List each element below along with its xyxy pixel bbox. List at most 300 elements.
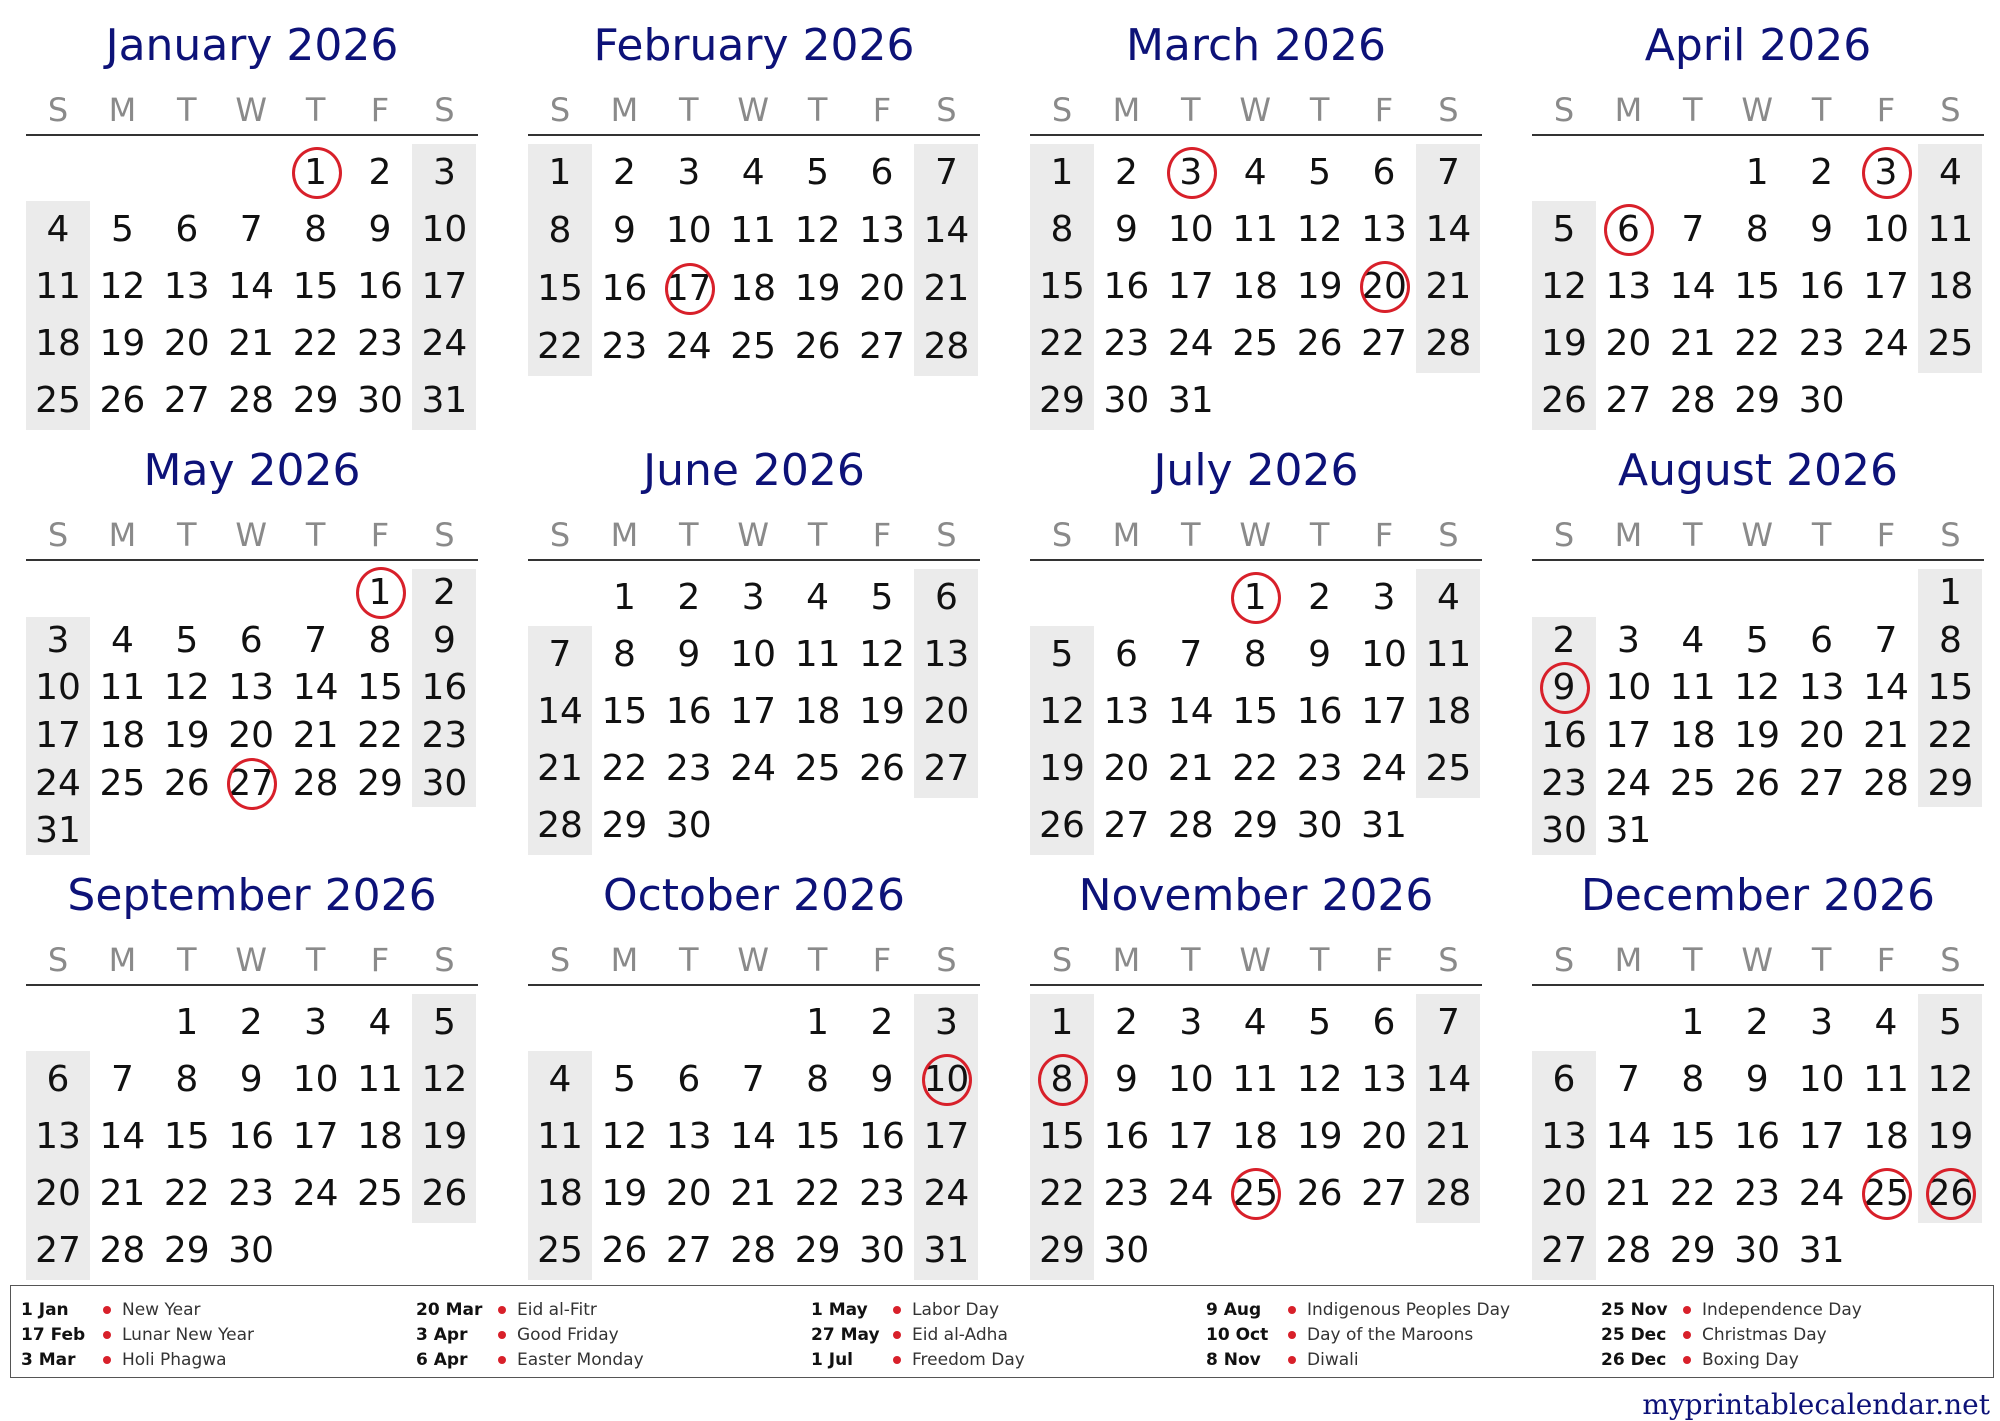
date-number: 27	[1798, 762, 1845, 804]
month-may	[26, 435, 478, 855]
date-number: 25	[99, 762, 146, 804]
calendar-date	[1223, 1003, 1287, 1043]
legend-date: 25 Nov	[1601, 1300, 1668, 1320]
calendar-date	[219, 324, 283, 364]
calendar-date	[348, 668, 412, 708]
calendar-date	[1416, 153, 1480, 193]
date-number: 9	[1552, 667, 1576, 709]
legend-column	[811, 1298, 1191, 1373]
calendar-date	[592, 749, 656, 789]
date-number: 27	[859, 326, 905, 367]
date-number: 26	[1296, 323, 1343, 365]
date-number: 29	[601, 805, 648, 847]
calendar-date	[90, 267, 154, 307]
legend-date: 20 Mar	[416, 1300, 483, 1320]
date-number: 18	[35, 323, 81, 365]
calendar-date	[1094, 1060, 1158, 1100]
calendar-date	[412, 381, 476, 421]
weekday-header	[1532, 517, 1984, 553]
calendar-date	[786, 749, 850, 789]
calendar-date	[657, 1117, 721, 1157]
date-number: 19	[601, 1173, 648, 1215]
calendar-date	[1790, 668, 1854, 708]
date-number: 22	[1669, 1173, 1716, 1215]
calendar-date	[284, 210, 348, 250]
date-number: 1	[1745, 151, 1769, 193]
month-september	[26, 860, 478, 1280]
date-number: 14	[228, 266, 275, 307]
calendar-date	[219, 621, 283, 661]
holiday-circle-marker	[1167, 147, 1217, 199]
legend-holiday-name: Boxing Day	[1702, 1350, 1799, 1370]
legend-holiday-name: Lunar New Year	[122, 1325, 255, 1345]
date-number: 30	[665, 805, 712, 847]
calendar-date	[1159, 749, 1223, 789]
date-number: 2	[677, 576, 701, 618]
date-number: 23	[601, 326, 648, 367]
date-number: 5	[175, 619, 199, 661]
date-number: 21	[292, 714, 339, 756]
calendar-date	[1094, 1003, 1158, 1043]
calendar-date	[1030, 1003, 1094, 1043]
calendar-date	[1532, 210, 1596, 250]
holiday-circle-marker	[1862, 1168, 1912, 1220]
date-number: 11	[1425, 633, 1472, 675]
date-number: 20	[1605, 323, 1652, 365]
calendar-date	[1532, 381, 1596, 421]
month-title: June 2026	[643, 445, 865, 496]
weekday-tuesday: T	[679, 516, 699, 554]
weekday-header	[1030, 942, 1482, 978]
weekday-wednesday: W	[1741, 91, 1773, 129]
calendar-date	[155, 621, 219, 661]
date-number: 6	[677, 1058, 701, 1100]
date-number: 23	[1541, 762, 1587, 804]
calendar-date	[155, 1231, 219, 1271]
weekday-saturday: S	[434, 516, 455, 554]
weekday-monday: M	[1112, 941, 1141, 979]
calendar-date	[1223, 1117, 1287, 1157]
calendar-date	[1532, 1060, 1596, 1100]
calendar-date	[1223, 267, 1287, 307]
legend-date: 10 Oct	[1206, 1325, 1269, 1345]
calendar-date	[219, 1060, 283, 1100]
calendar-date	[592, 1117, 656, 1157]
calendar-date	[348, 1117, 412, 1157]
weekday-header	[1532, 942, 1984, 978]
calendar-date	[914, 1231, 978, 1271]
date-number: 13	[665, 1116, 712, 1157]
calendar-date	[528, 211, 592, 251]
date-number: 20	[1541, 1173, 1587, 1215]
date-number: 28	[228, 380, 275, 422]
date-number: 4	[741, 152, 765, 193]
date-number: 17	[665, 268, 712, 309]
date-number: 5	[1745, 619, 1769, 661]
date-number: 24	[35, 762, 81, 804]
weekday-sunday: S	[47, 91, 69, 129]
date-number: 3	[304, 1001, 328, 1043]
calendar-date	[850, 1174, 914, 1214]
month-april	[1532, 10, 1984, 430]
weekday-friday: F	[872, 941, 892, 979]
calendar-date	[26, 1117, 90, 1157]
date-number: 31	[1798, 1230, 1845, 1272]
calendar-date	[1790, 1060, 1854, 1100]
calendar-date	[1790, 324, 1854, 364]
calendar-date	[528, 1117, 592, 1157]
calendar-date	[721, 153, 785, 193]
calendar-date	[1918, 267, 1982, 307]
calendar-date	[1532, 716, 1596, 756]
date-number: 7	[239, 208, 263, 250]
date-number: 12	[99, 266, 146, 307]
date-number: 31	[35, 810, 81, 852]
bullet-dot-icon	[1683, 1356, 1691, 1364]
calendar-date	[1790, 1231, 1854, 1271]
date-number: 9	[677, 633, 701, 675]
date-number: 21	[923, 268, 970, 309]
legend-holiday-name: Good Friday	[517, 1325, 619, 1345]
calendar-date	[1288, 1060, 1352, 1100]
date-number: 28	[1425, 1173, 1472, 1215]
calendar-date	[1094, 749, 1158, 789]
date-number: 26	[859, 748, 905, 790]
calendar-date	[592, 806, 656, 846]
calendar-date	[1790, 210, 1854, 250]
weekday-friday: F	[1374, 91, 1394, 129]
header-divider	[1532, 984, 1984, 986]
date-number: 30	[1798, 380, 1845, 422]
calendar-date	[284, 1003, 348, 1043]
date-number: 6	[175, 208, 199, 250]
weekday-header	[528, 92, 980, 128]
date-number: 4	[1681, 619, 1705, 661]
calendar-date	[657, 211, 721, 251]
calendar-date	[786, 327, 850, 367]
date-number: 10	[1167, 1058, 1214, 1100]
weekday-monday: M	[610, 941, 639, 979]
calendar-date	[1661, 1174, 1725, 1214]
date-number: 20	[228, 714, 275, 756]
weekday-tuesday: T	[177, 516, 197, 554]
date-number: 29	[1669, 1230, 1716, 1272]
date-number: 4	[1436, 576, 1460, 618]
legend-date: 3 Mar	[21, 1350, 76, 1370]
date-number: 28	[292, 762, 339, 804]
date-number: 15	[1669, 1116, 1716, 1157]
date-number: 2	[1745, 1001, 1769, 1043]
calendar-date	[657, 578, 721, 618]
calendar-date	[786, 578, 850, 618]
calendar-date	[1661, 1231, 1725, 1271]
calendar-date	[528, 749, 592, 789]
calendar-date	[1416, 267, 1480, 307]
date-number: 29	[1734, 380, 1781, 422]
calendar-date	[1352, 210, 1416, 250]
calendar-date	[155, 668, 219, 708]
weekday-monday: M	[610, 91, 639, 129]
date-number: 17	[35, 714, 81, 756]
date-number: 24	[923, 1173, 970, 1215]
date-number: 11	[99, 667, 146, 709]
site-link[interactable]: myprintablecalendar.net	[1642, 1388, 1990, 1421]
calendar-date	[592, 327, 656, 367]
calendar-date	[850, 1060, 914, 1100]
date-number: 13	[228, 667, 275, 709]
holiday-date	[1596, 210, 1660, 250]
legend-column	[21, 1298, 401, 1373]
date-number: 12	[1927, 1058, 1974, 1100]
date-number: 16	[1103, 1116, 1150, 1157]
calendar-date	[90, 381, 154, 421]
month-january	[26, 10, 478, 430]
legend-date: 1 Jul	[811, 1350, 854, 1370]
calendar-date	[348, 1003, 412, 1043]
date-number: 6	[1552, 1058, 1576, 1100]
date-number: 17	[1167, 1116, 1214, 1157]
date-number: 23	[421, 714, 468, 756]
calendar-date	[1094, 267, 1158, 307]
date-number: 21	[1605, 1173, 1652, 1215]
date-number: 11	[1232, 1058, 1279, 1100]
calendar-date	[1725, 210, 1789, 250]
calendar-date	[90, 764, 154, 804]
bullet-dot-icon	[103, 1356, 111, 1364]
legend-holiday-name: Eid al-Fitr	[517, 1300, 597, 1320]
holiday-date	[348, 573, 412, 613]
holiday-circle-marker	[1231, 572, 1281, 624]
date-number: 21	[1167, 748, 1214, 790]
date-number: 11	[1669, 667, 1716, 709]
date-number: 9	[239, 1058, 263, 1100]
weekday-saturday: S	[1438, 941, 1459, 979]
weekday-tuesday: T	[1683, 91, 1703, 129]
calendar-date	[1596, 668, 1660, 708]
date-number: 27	[1361, 1173, 1407, 1215]
calendar-date	[1532, 621, 1596, 661]
calendar-date	[348, 621, 412, 661]
bullet-dot-icon	[498, 1306, 506, 1314]
calendar-date	[786, 1060, 850, 1100]
weekday-wednesday: W	[235, 941, 267, 979]
calendar-date	[1725, 381, 1789, 421]
calendar-date	[786, 692, 850, 732]
calendar-date	[1352, 1003, 1416, 1043]
month-title: February 2026	[593, 20, 915, 71]
date-number: 31	[1361, 805, 1407, 847]
date-number: 26	[1927, 1173, 1974, 1215]
calendar-date	[1094, 635, 1158, 675]
date-number: 6	[934, 576, 958, 618]
calendar-date	[592, 269, 656, 309]
calendar-date	[412, 668, 476, 708]
weekday-thursday: T	[1309, 516, 1330, 554]
calendar-date	[1094, 381, 1158, 421]
calendar-date	[219, 210, 283, 250]
date-number: 15	[357, 667, 403, 709]
date-number: 25	[1232, 1173, 1279, 1215]
legend-item	[1601, 1323, 1981, 1348]
calendar-date	[528, 153, 592, 193]
legend-holiday-name: Diwali	[1307, 1350, 1359, 1370]
date-number: 27	[228, 762, 275, 804]
calendar-date	[1725, 764, 1789, 804]
calendar-date	[592, 578, 656, 618]
date-number: 2	[1114, 151, 1138, 193]
legend-item	[811, 1323, 1191, 1348]
weekday-thursday: T	[807, 91, 828, 129]
date-number: 21	[1425, 266, 1472, 307]
date-number: 8	[1745, 208, 1769, 250]
date-number: 5	[806, 152, 830, 193]
date-number: 18	[1232, 266, 1279, 307]
weekday-thursday: T	[305, 516, 326, 554]
date-number: 25	[35, 380, 81, 422]
date-number: 24	[1167, 1173, 1214, 1215]
legend-item	[1206, 1348, 1586, 1373]
calendar-date	[1352, 1117, 1416, 1157]
date-number: 27	[1605, 380, 1652, 422]
date-number: 14	[1425, 1058, 1472, 1100]
date-number: 17	[923, 1116, 970, 1157]
calendar-date	[1223, 324, 1287, 364]
bullet-dot-icon	[893, 1331, 901, 1339]
calendar-date	[1416, 1003, 1480, 1043]
calendar-date	[412, 573, 476, 613]
date-number: 18	[1927, 266, 1974, 307]
date-number: 8	[1938, 619, 1962, 661]
date-number: 26	[99, 380, 146, 422]
calendar-date	[850, 635, 914, 675]
date-number: 13	[1605, 266, 1652, 307]
legend-item	[21, 1348, 401, 1373]
date-number: 22	[1039, 323, 1085, 365]
date-number: 12	[859, 633, 905, 675]
calendar-date	[412, 716, 476, 756]
date-number: 19	[859, 691, 905, 732]
month-title: November 2026	[1078, 870, 1434, 921]
legend-item	[1601, 1298, 1981, 1323]
calendar-date	[1661, 1117, 1725, 1157]
date-number: 19	[421, 1116, 468, 1157]
legend-date: 8 Nov	[1206, 1350, 1261, 1370]
calendar-date	[1790, 1174, 1854, 1214]
date-number: 23	[1103, 1173, 1150, 1215]
calendar-date	[1854, 1060, 1918, 1100]
weekday-sunday: S	[1553, 516, 1575, 554]
calendar-date	[90, 1174, 154, 1214]
weekday-monday: M	[108, 516, 137, 554]
date-number: 18	[537, 1173, 583, 1215]
date-number: 30	[1541, 810, 1587, 852]
legend-holiday-name: Easter Monday	[517, 1350, 644, 1370]
calendar-date	[1223, 1060, 1287, 1100]
weekday-tuesday: T	[1683, 516, 1703, 554]
weekday-thursday: T	[305, 941, 326, 979]
date-number: 23	[1798, 323, 1845, 365]
date-number: 25	[357, 1173, 403, 1215]
date-number: 26	[1039, 805, 1085, 847]
calendar-date	[412, 621, 476, 661]
date-number: 29	[1039, 380, 1085, 422]
date-number: 17	[292, 1116, 339, 1157]
date-number: 11	[357, 1058, 403, 1100]
calendar-date	[1854, 210, 1918, 250]
month-title: January 2026	[105, 20, 399, 71]
weekday-friday: F	[370, 941, 390, 979]
holiday-date	[1854, 1174, 1918, 1214]
calendar-date	[1725, 1003, 1789, 1043]
weekday-sunday: S	[1051, 941, 1073, 979]
date-number: 10	[665, 210, 712, 251]
date-number: 15	[1039, 266, 1085, 307]
calendar-date	[786, 211, 850, 251]
legend-holiday-name: Christmas Day	[1702, 1325, 1827, 1345]
date-number: 4	[1938, 151, 1962, 193]
date-number: 14	[292, 667, 339, 709]
calendar-date	[1223, 749, 1287, 789]
weekday-thursday: T	[807, 941, 828, 979]
weekday-friday: F	[872, 91, 892, 129]
calendar-date	[786, 1231, 850, 1271]
date-number: 9	[870, 1058, 894, 1100]
holiday-legend	[10, 1285, 1994, 1378]
calendar-date	[914, 269, 978, 309]
month-february	[528, 10, 980, 430]
calendar-date	[219, 1117, 283, 1157]
calendar-date	[1416, 210, 1480, 250]
month-october	[528, 860, 980, 1280]
calendar-date	[1352, 806, 1416, 846]
weekday-friday: F	[1876, 516, 1896, 554]
date-number: 7	[304, 619, 328, 661]
date-number: 20	[665, 1173, 712, 1215]
header-divider	[1532, 134, 1984, 136]
calendar-date	[1790, 764, 1854, 804]
calendar-date	[1725, 153, 1789, 193]
calendar-date	[90, 716, 154, 756]
month-title: March 2026	[1125, 20, 1387, 71]
header-divider	[528, 984, 980, 986]
calendar-date	[155, 1060, 219, 1100]
date-number: 11	[1863, 1058, 1909, 1100]
date-number: 30	[228, 1230, 275, 1272]
calendar-date	[1352, 324, 1416, 364]
calendar-date	[26, 1060, 90, 1100]
bullet-dot-icon	[893, 1306, 901, 1314]
calendar-date	[1094, 1117, 1158, 1157]
date-number: 29	[292, 380, 339, 422]
weekday-monday: M	[1614, 516, 1643, 554]
calendar-date	[1854, 324, 1918, 364]
calendar-date	[90, 324, 154, 364]
date-number: 5	[1938, 1001, 1962, 1043]
bullet-dot-icon	[893, 1356, 901, 1364]
calendar-date	[1030, 635, 1094, 675]
date-number: 18	[730, 268, 777, 309]
calendar-date	[528, 1231, 592, 1271]
weekday-tuesday: T	[177, 91, 197, 129]
calendar-date	[155, 324, 219, 364]
date-number: 2	[432, 571, 456, 613]
date-number: 11	[35, 266, 81, 307]
weekday-wednesday: W	[1239, 91, 1271, 129]
date-number: 26	[163, 762, 210, 804]
date-number: 19	[1541, 323, 1587, 365]
date-number: 22	[357, 714, 403, 756]
calendar-date	[657, 153, 721, 193]
